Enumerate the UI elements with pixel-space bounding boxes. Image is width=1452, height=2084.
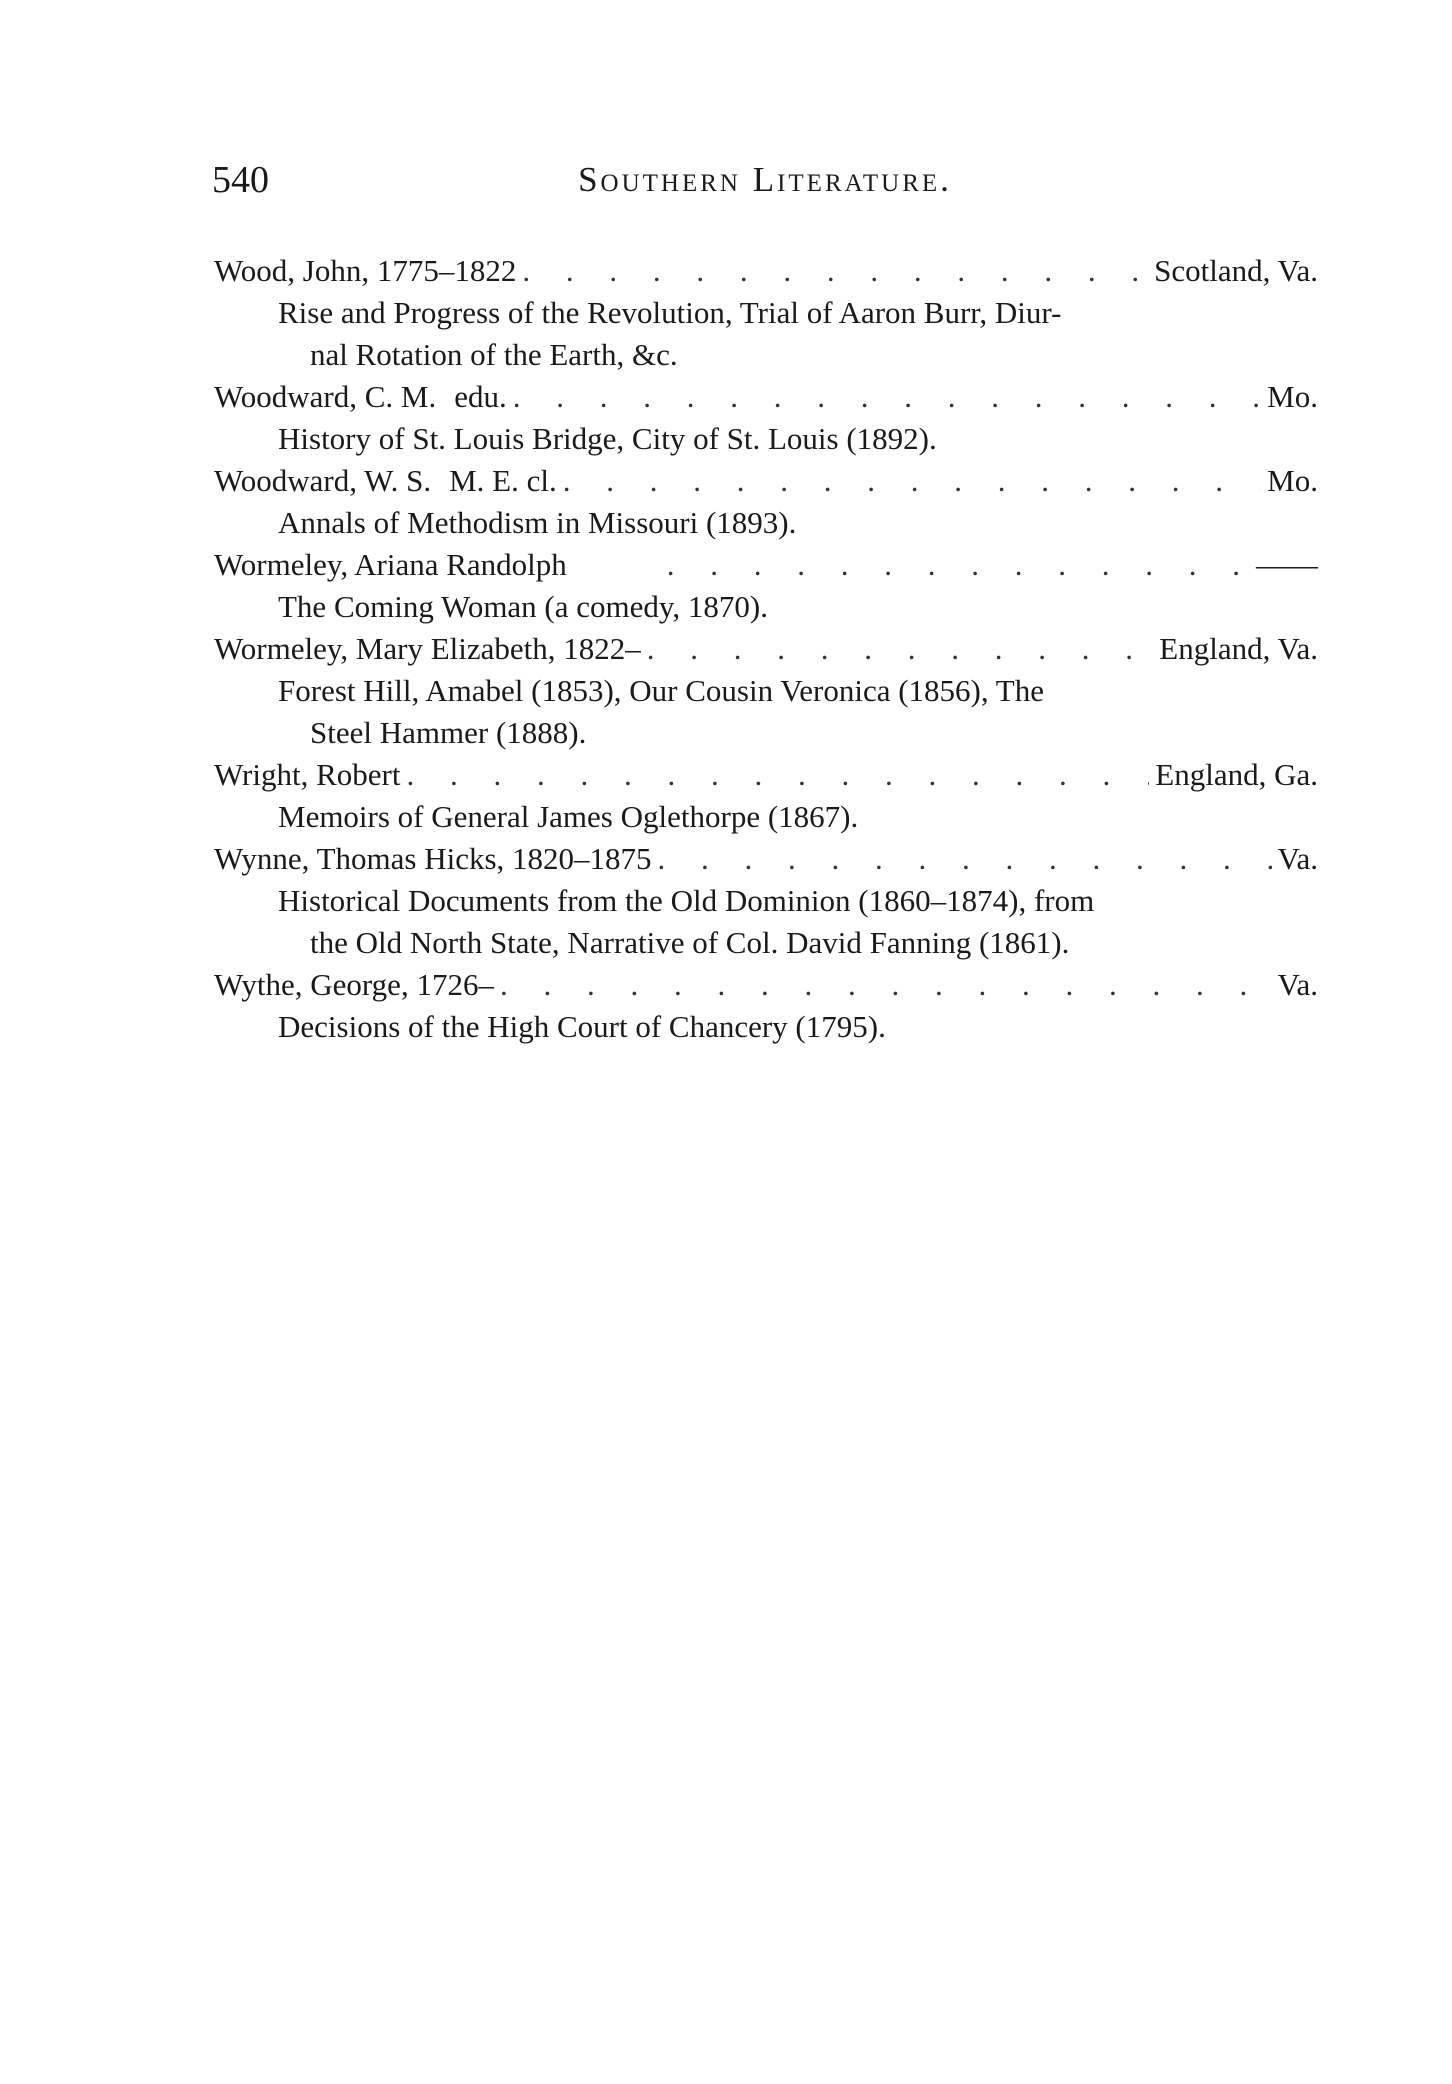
entry-heading: [214, 964, 1318, 1006]
author-name: Wright, Robert: [214, 757, 401, 792]
author-name: Woodward, W. S.: [214, 463, 432, 498]
biographical-entries: [214, 250, 1318, 1048]
entry-heading: [214, 376, 1318, 418]
author-name: Wormeley, Mary Elizabeth, 1822–: [214, 631, 641, 666]
dot-leader: [500, 964, 1272, 1006]
author-place: Mo.: [1267, 379, 1318, 414]
page-header: [212, 150, 1318, 210]
author-place: Scotland, Va.: [1154, 253, 1318, 288]
dot-leader: [513, 376, 1261, 418]
works-line: Steel Hammer (1888).: [310, 715, 587, 750]
works-line: Decisions of the High Court of Chancery (1795).: [278, 1009, 886, 1044]
author-name: Wood, John, 1775–1822: [214, 253, 517, 288]
works-line: The Coming Woman (a comedy, 1870).: [278, 589, 768, 624]
works-line: the Old North State, Narrative of Col. David Fanning (1861).: [310, 925, 1070, 960]
dot-leader: [658, 838, 1272, 880]
author-name: Woodward, C. M.: [214, 379, 437, 414]
entry: [214, 754, 1318, 838]
entry: [214, 628, 1318, 754]
works-line: nal Rotation of the Earth, &c.: [310, 337, 678, 372]
author-works: [214, 670, 1318, 754]
entry-heading: [214, 628, 1318, 670]
entry: [214, 250, 1318, 376]
entry-heading: [214, 838, 1318, 880]
dot-leader: [667, 544, 1250, 586]
works-line: Memoirs of General James Oglethorpe (1867).: [278, 799, 859, 834]
running-title: Southern Literature.: [578, 160, 952, 199]
dot-leader: [647, 628, 1154, 670]
entry-heading: [214, 460, 1318, 502]
works-line: Rise and Progress of the Revolution, Trial of Aaron Burr, Diur-: [278, 295, 1062, 330]
works-line: Annals of Methodism in Missouri (1893).: [278, 505, 797, 540]
entry: [214, 544, 1318, 628]
author-works: [214, 1006, 1318, 1048]
entry-heading: [214, 754, 1318, 796]
author-place: England, Va.: [1159, 631, 1318, 666]
author-place: Mo.: [1267, 463, 1318, 498]
author-place: Va.: [1277, 967, 1318, 1002]
author-works: [214, 796, 1318, 838]
works-line: History of St. Louis Bridge, City of St. Louis (1892).: [278, 421, 937, 456]
page-number: 540: [212, 159, 269, 201]
works-line: Forest Hill, Amabel (1853), Our Cousin Veronica (1856), The: [278, 673, 1044, 708]
entry-heading: [214, 544, 1318, 586]
author-name: Wynne, Thomas Hicks, 1820–1875: [214, 841, 652, 876]
author-works: [214, 502, 1318, 544]
author-place: ——: [1256, 547, 1318, 582]
author-place: England, Ga.: [1155, 757, 1318, 792]
author-works: [214, 880, 1318, 964]
author-works: [214, 292, 1318, 376]
entry: [214, 838, 1318, 964]
author-name: Wormeley, Ariana Randolph: [214, 547, 567, 582]
entry-heading: [214, 250, 1318, 292]
author-works: [214, 418, 1318, 460]
dot-leader: [563, 460, 1261, 502]
entry: [214, 964, 1318, 1048]
works-line: Historical Documents from the Old Dominion (1860–1874), from: [278, 883, 1095, 918]
author-works: [214, 586, 1318, 628]
author-occupation: M. E. cl.: [449, 463, 557, 498]
entry: [214, 460, 1318, 544]
author-name: Wythe, George, 1726–: [214, 967, 494, 1002]
dot-leader: [522, 250, 1148, 292]
author-place: Va.: [1277, 841, 1318, 876]
entry: [214, 376, 1318, 460]
dot-leader: [406, 754, 1149, 796]
author-occupation: edu.: [454, 379, 507, 414]
